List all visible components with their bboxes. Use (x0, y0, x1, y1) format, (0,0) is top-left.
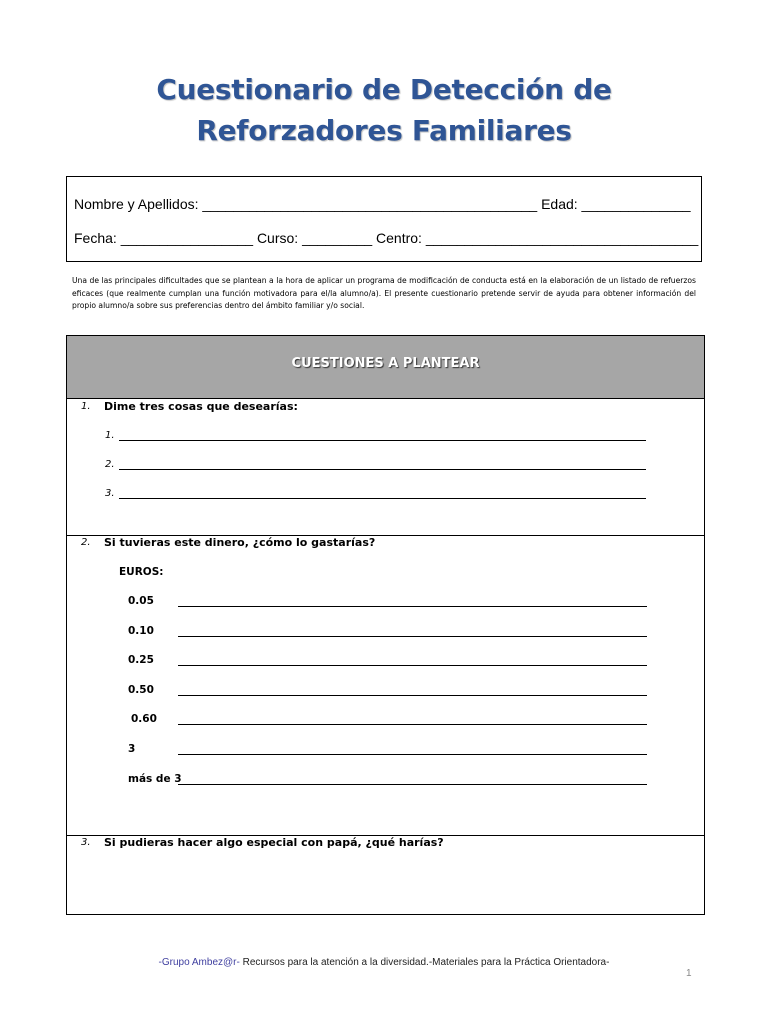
page-number: 1 (686, 968, 692, 979)
intro-paragraph: Una de las principales dificultades que se plantean a la hora de aplicar un programa de modificación de conducta está en la elaboración de un listado de refuerzos eficaces (que realmente cumplan una función motivadora para el/la alumno/a). El presente cuestionario pretende servir de ayuda para obtener información del propio alumno/a sobre sus preferencias dentro del ámbito familiar y/o social. (72, 276, 696, 310)
student-info-box (66, 176, 702, 262)
date-course-center-line: Fecha: _________________ Curso: _________ Centro: ___________________________________ (74, 230, 699, 246)
question-2-text: Si tuvieras este dinero, ¿cómo lo gastarías? (104, 536, 376, 549)
answer-line (178, 724, 647, 725)
amount-label: 0.10 (128, 625, 154, 637)
question-3-text: Si pudieras hacer algo especial con papá, ¿qué harías? (104, 836, 444, 849)
question-3-number: 3. (81, 837, 91, 848)
questions-header (67, 336, 704, 399)
question-1-item-number: 1. (105, 430, 115, 441)
document-title-line-1: Cuestionario de Detección de (156, 73, 612, 106)
answer-line (178, 695, 647, 696)
amount-label: 0.25 (128, 654, 154, 666)
page-footer (0, 957, 768, 968)
footer-brand: -Grupo Ambez@r- (158, 957, 240, 968)
amount-label: 0.50 (128, 684, 154, 696)
answer-line (178, 784, 647, 785)
questions-table (66, 335, 705, 915)
answer-line (119, 440, 646, 441)
amount-label: 0.05 (128, 595, 154, 607)
name-age-line: Nombre y Apellidos: ___________________________________________ Edad: ______________ (74, 196, 691, 212)
question-1-item-number: 2. (105, 459, 115, 470)
question-1-item-number: 3. (105, 488, 115, 499)
answer-line (178, 665, 647, 666)
question-1-number: 1. (81, 401, 91, 412)
answer-line (178, 754, 647, 755)
answer-line (178, 606, 647, 607)
answer-line (119, 498, 646, 499)
document-title-line-2: Reforzadores Familiares (196, 114, 572, 147)
question-2-number: 2. (81, 537, 91, 548)
questions-header-title: CUESTIONES A PLANTEAR (291, 356, 480, 371)
question-1-text: Dime tres cosas que desearías: (104, 400, 298, 413)
amount-label: 0.60 (131, 713, 157, 725)
currency-label: EUROS: (119, 566, 164, 578)
amount-label: 3 (128, 743, 136, 755)
footer-text: Recursos para la atención a la diversidad.-Materiales para la Práctica Orientadora- (239, 957, 610, 968)
amount-label: más de 3 (128, 773, 182, 785)
answer-line (119, 469, 646, 470)
answer-line (178, 636, 647, 637)
